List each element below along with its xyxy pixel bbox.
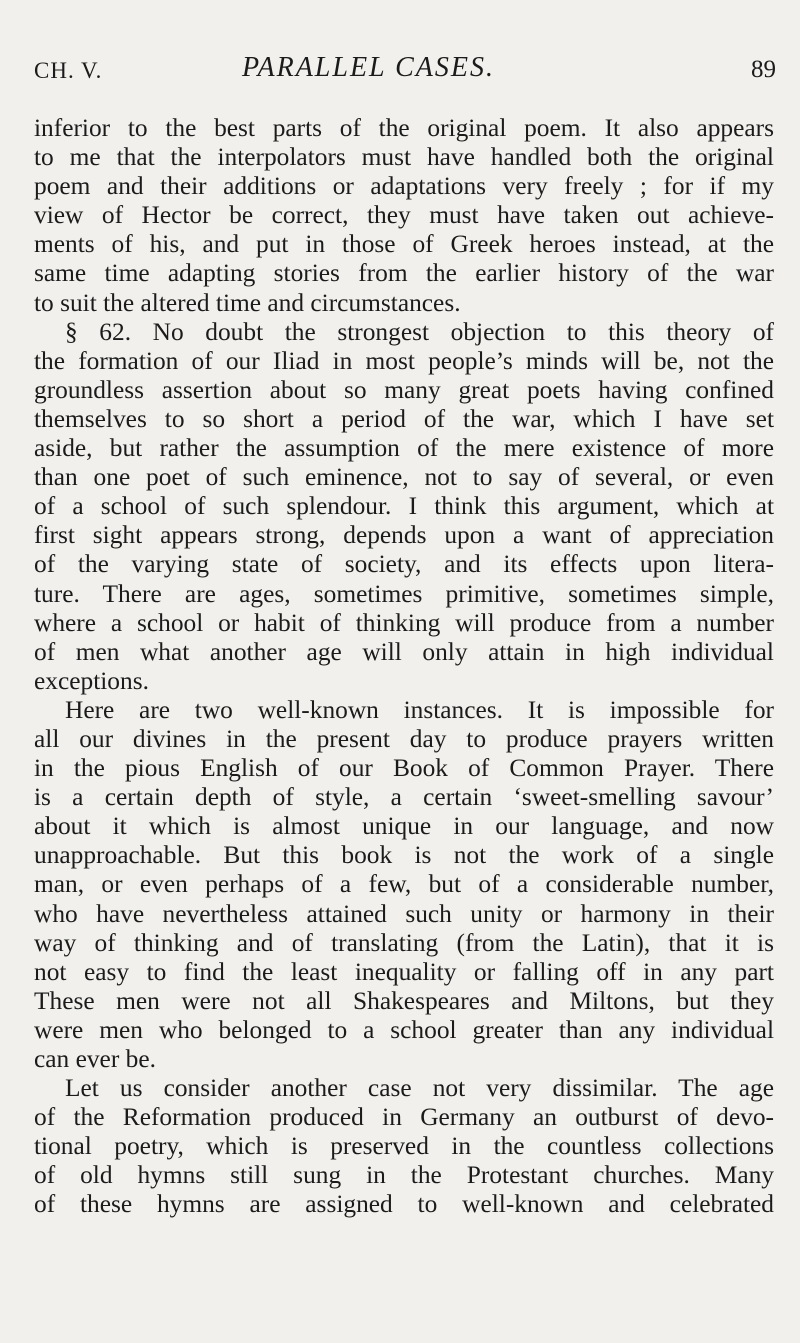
text-line: were men who belonged to a school greater than any individual	[34, 1015, 774, 1044]
text-line: all our divines in the present day to produce prayers written	[34, 724, 774, 753]
page-number: 89	[751, 56, 776, 83]
text-line: Let us consider another case not very dissimilar. The age	[65, 1074, 774, 1103]
text-line: the formation of our Iliad in most people’s minds will be, not the	[34, 346, 774, 375]
text-line: of a school of such splendour. I think this argument, which at	[34, 492, 774, 521]
text-line: inferior to the best parts of the original poem. It also appears	[34, 114, 774, 142]
text-line: can ever be.	[34, 1045, 156, 1073]
text-line: man, or even perhaps of a few, but of a considerable number,	[34, 870, 774, 899]
text-line: to suit the altered time and circumstances.	[34, 288, 461, 317]
text-line: themselves to so short a period of the war, which I have set	[34, 404, 774, 433]
text-line: Here are two well-known instances. It is impossible for	[65, 695, 774, 724]
text-line: is a certain depth of style, a certain ‘sweet-smelling savour’	[34, 783, 774, 812]
book-page	[34, 0, 778, 1343]
text-line: ture. There are ages, sometimes primitive, sometimes simple,	[34, 579, 774, 608]
text-line: poem and their additions or adaptations very freely ; for if my	[34, 172, 774, 201]
text-line: of men what another age will only attain in high individual	[34, 637, 774, 666]
text-line: aside, but rather the assumption of the mere existence of more	[34, 434, 774, 463]
text-line: first sight appears strong, depends upon a want of appreciation	[34, 521, 774, 550]
chapter-label: CH. V.	[34, 58, 103, 83]
text-line: in the pious English of our Book of Common Prayer. There	[34, 754, 774, 783]
text-line: than one poet of such eminence, not to say of several, or even	[34, 463, 774, 492]
text-line: way of thinking and of translating (from the Latin), that it is	[34, 928, 774, 957]
text-line: same time adapting stories from the earlier history of the war	[34, 259, 774, 288]
page-title: PARALLEL CASES.	[242, 52, 496, 83]
running-head	[34, 52, 778, 92]
text-line: where a school or habit of thinking will produce from a number	[34, 608, 774, 637]
text-line: exceptions.	[34, 666, 149, 695]
text-line: These men were not all Shakespeares and Miltons, but they	[34, 986, 774, 1015]
text-line: of these hymns are assigned to well-known and celebrated	[34, 1190, 774, 1219]
text-line: not easy to find the least inequality or falling off in any part	[34, 957, 774, 986]
text-line: of the Reformation produced in Germany an outburst of devo-	[34, 1103, 774, 1132]
text-line: about it which is almost unique in our language, and now	[34, 812, 774, 841]
text-line: ments of his, and put in those of Greek heroes instead, at the	[34, 230, 774, 259]
text-line: of the varying state of society, and its effects upon litera-	[34, 550, 774, 579]
body-text	[34, 114, 774, 1220]
text-line: groundless assertion about so many great poets having confined	[34, 375, 774, 404]
text-line: tional poetry, which is preserved in the countless collections	[34, 1132, 774, 1161]
text-line: to me that the interpolators must have handled both the original	[34, 143, 774, 172]
text-line: § 62. No doubt the strongest objection to this theory of	[65, 317, 774, 346]
text-line: of old hymns still sung in the Protestant churches. Many	[34, 1161, 774, 1190]
text-line: who have nevertheless attained such unity or harmony in their	[34, 899, 774, 928]
text-line: view of Hector be correct, they must have taken out achieve-	[34, 201, 774, 230]
text-line: unapproachable. But this book is not the work of a single	[34, 841, 774, 870]
